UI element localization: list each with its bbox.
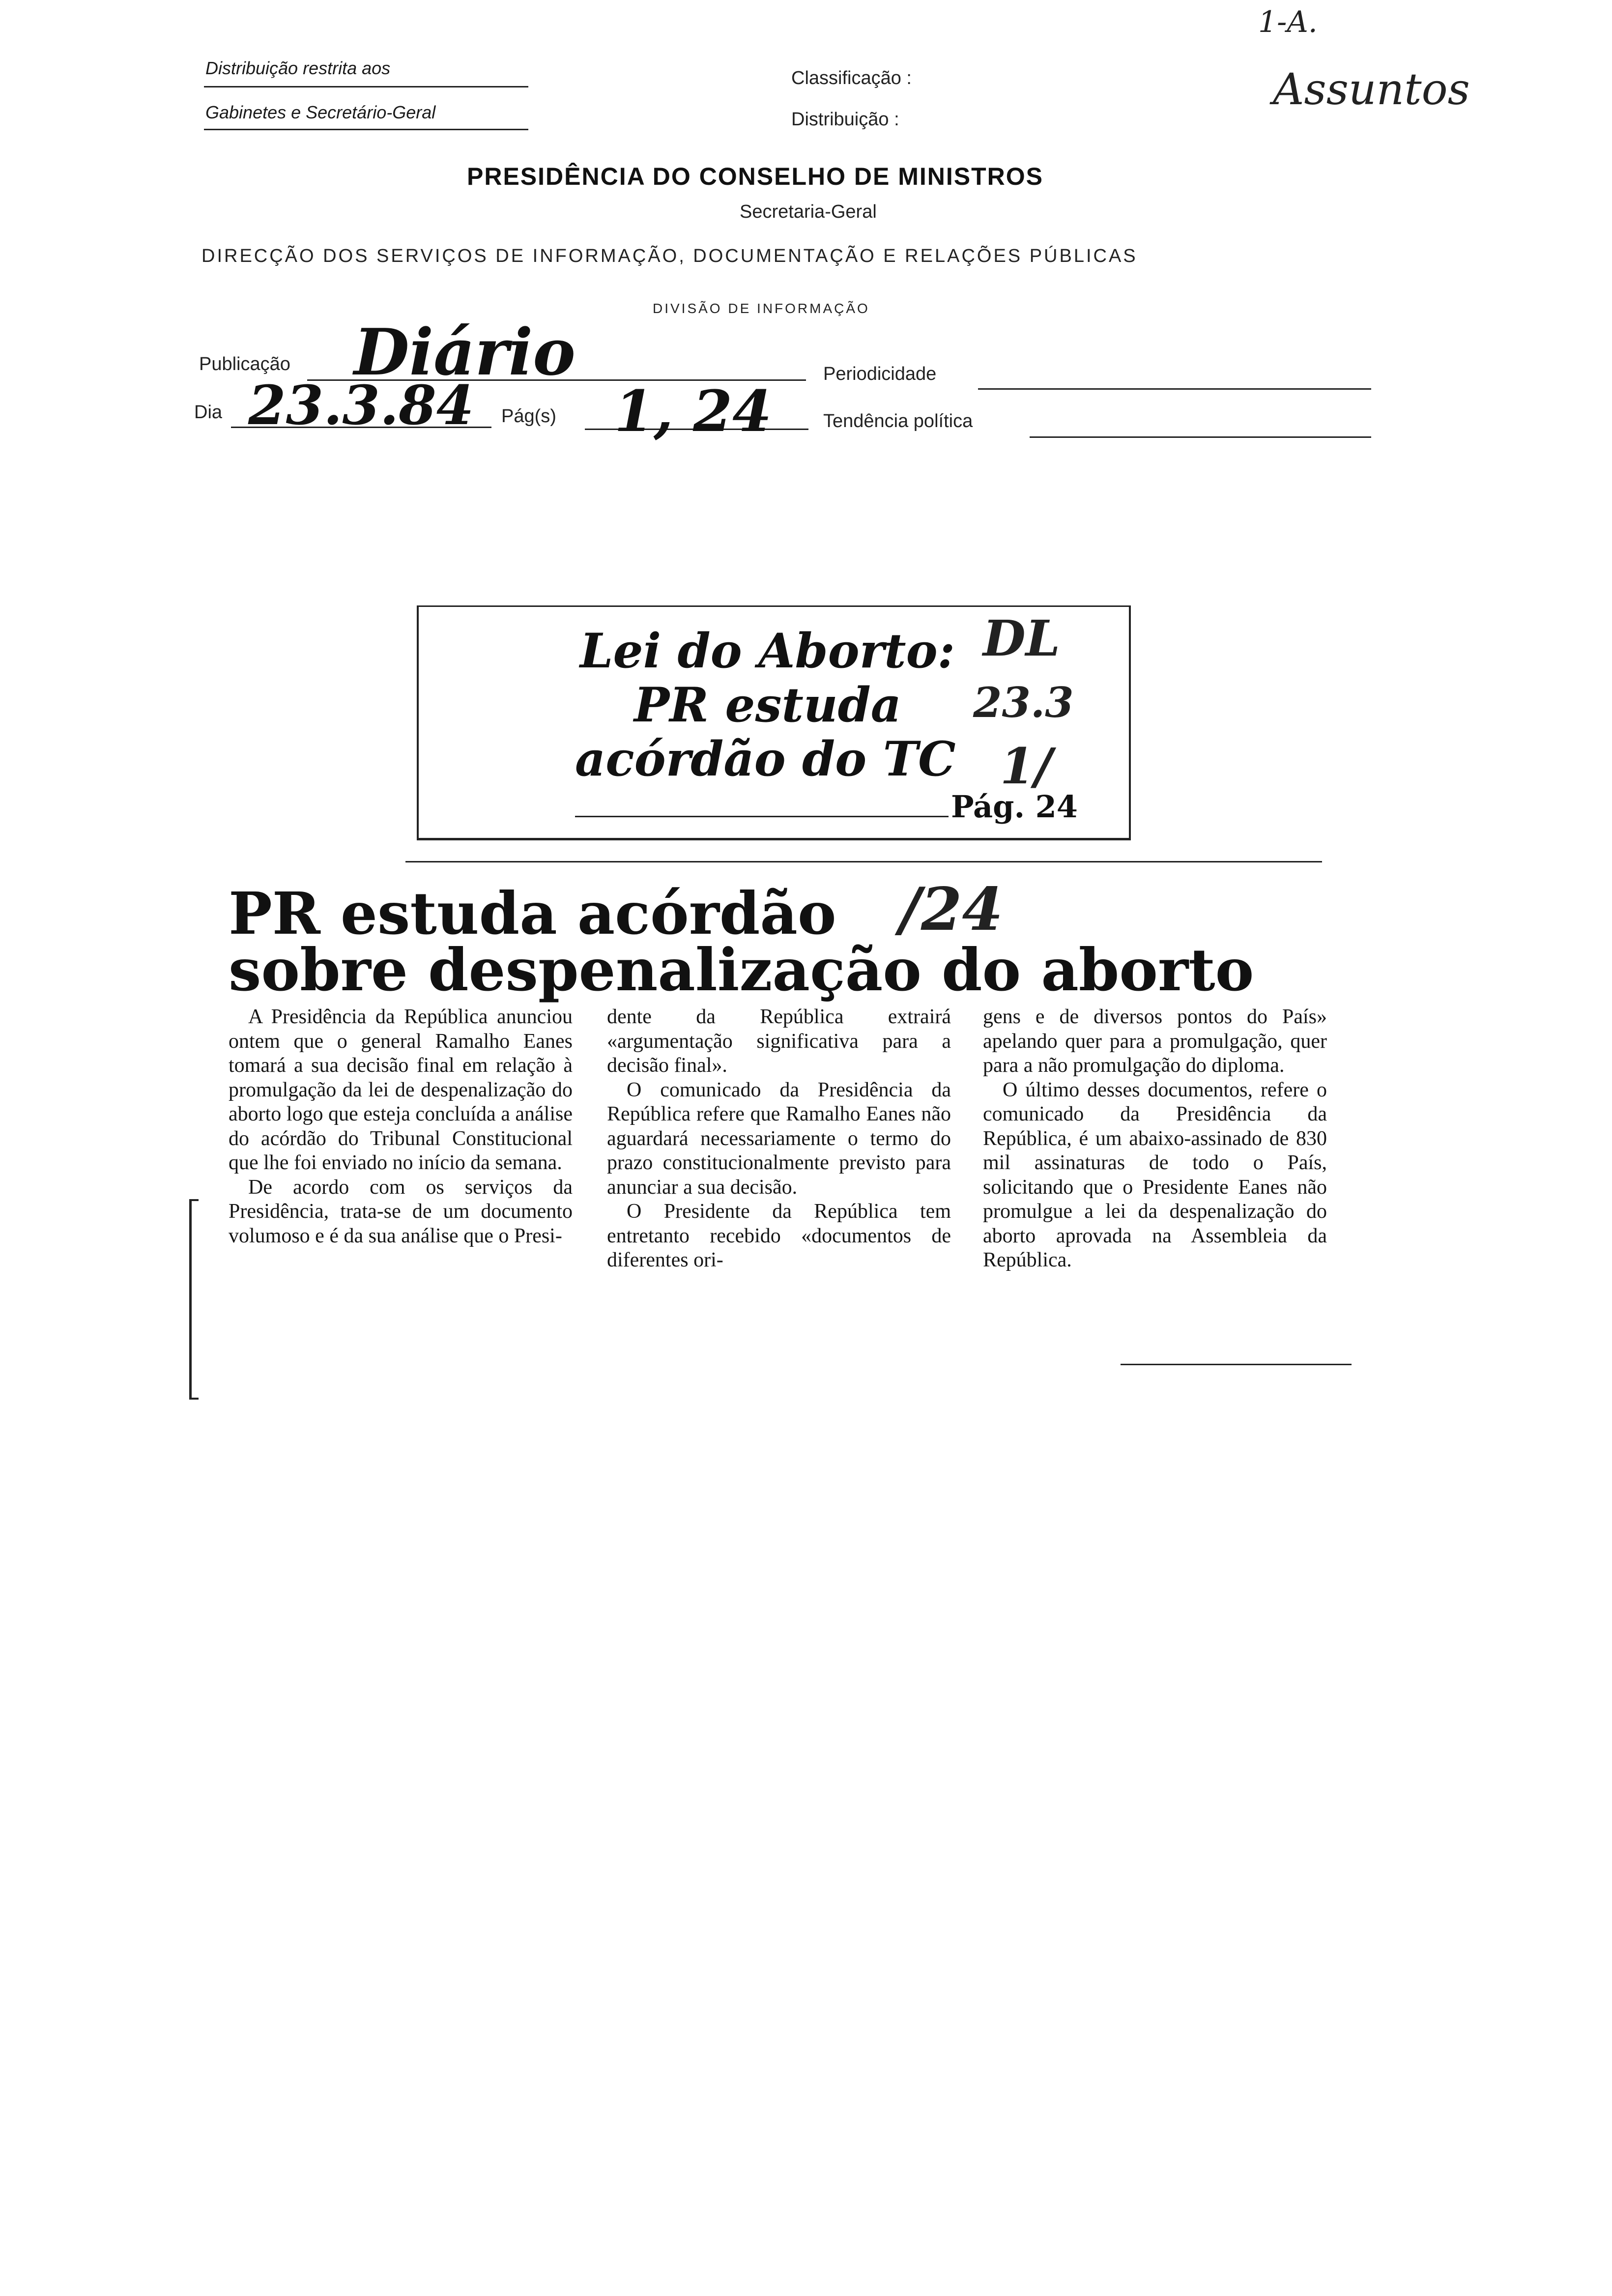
article-paragraph: gens e de diversos pontos do País» apelando quer para a promulgação, quer para a não promulgação do diploma. xyxy=(983,1005,1327,1077)
directorate-name: DIRECÇÃO DOS SERVIÇOS DE INFORMAÇÃO, DOCUMENTAÇÃO E RELAÇÕES PÚBLICAS xyxy=(202,246,1138,266)
article-paragraph: dente da República extrairá «argumentação significativa para a decisão final». xyxy=(607,1005,951,1077)
teaser-page-ref: Pág. 24 xyxy=(951,789,1078,825)
margin-bracket xyxy=(189,1199,199,1400)
publication-label: Publicação xyxy=(199,354,290,374)
secretariat-name: Secretaria-Geral xyxy=(740,201,877,222)
article-paragraph: De acordo com os serviços da Presidência, trata-se de um documento volumoso e é da sua análise que o Presi- xyxy=(229,1176,573,1247)
divider xyxy=(204,129,528,130)
teaser-line2: PR estuda xyxy=(634,677,901,733)
article-paragraph: O último desses documentos, refere o comunicado da Presidência da República, é um abaixo-assinado de 830 mil assinaturas de todo o País, solicitando que o Presidente Eanes não promulgue a lei da despenalização do aborto aprovada na Assembleia da República. xyxy=(983,1078,1327,1271)
divider xyxy=(204,86,528,87)
political-tendency-label: Tendência política xyxy=(823,411,973,431)
article-top-rule xyxy=(405,861,1322,862)
article-paragraph: A Presidência da República anunciou ontem que o general Ramalho Eanes tomará a sua decisão final em relação à promulgação da lei de despenalização do aborto logo que esteja concluída a análise do acórdão do Tribunal Constitucional que lhe foi enviado no início da semana. xyxy=(229,1005,573,1174)
distribution-note-line2: Gabinetes e Secretário-Geral xyxy=(205,102,436,122)
teaser-handwritten-note1: DL xyxy=(983,609,1061,667)
teaser-line3: acórdão do TC xyxy=(575,731,956,787)
article-headline-line2: sobre despenalização do aborto xyxy=(229,936,1254,1004)
day-value: 23.3.84 xyxy=(248,373,474,437)
article-end-rule xyxy=(1121,1364,1352,1365)
political-tendency-field-line xyxy=(1030,436,1371,438)
distribution-label: Distribuição : xyxy=(791,109,899,130)
teaser-handwritten-note3: 1/ xyxy=(1000,737,1053,795)
teaser-handwritten-note2: 23.3 xyxy=(973,678,1074,727)
article-column-1 xyxy=(229,1005,573,1248)
article-handwritten-page-note: /24 xyxy=(899,875,1003,944)
periodicity-label: Periodicidade xyxy=(823,364,937,384)
teaser-line1: Lei do Aborto: xyxy=(580,623,955,679)
institution-name: PRESIDÊNCIA DO CONSELHO DE MINISTROS xyxy=(467,163,1044,190)
division-name: DIVISÃO DE INFORMAÇÃO xyxy=(653,301,870,316)
periodicity-field-line xyxy=(978,388,1371,390)
pages-label: Pág(s) xyxy=(501,406,556,427)
distribution-note-line1: Distribuição restrita aos xyxy=(205,58,391,78)
handwritten-corner-bottom: Assuntos xyxy=(1273,64,1470,115)
article-headline-line1: PR estuda acórdão xyxy=(229,879,836,947)
day-label: Dia xyxy=(194,402,223,423)
classification-label: Classificação : xyxy=(791,68,912,88)
handwritten-corner-top: 1-A. xyxy=(1258,5,1318,39)
publication-value: Diário xyxy=(354,315,576,390)
article-paragraph: O comunicado da Presidência da República refere que Ramalho Eanes não aguardará necessariamente o termo do prazo constitucionalmente previsto para anunciar a sua decisão. xyxy=(607,1078,951,1199)
article-column-3 xyxy=(983,1005,1327,1273)
teaser-underline xyxy=(575,816,949,817)
article-column-2 xyxy=(607,1005,951,1273)
article-paragraph: O Presidente da República tem entretanto recebido «documentos de diferentes ori- xyxy=(607,1200,951,1271)
pages-value: 1, 24 xyxy=(614,378,772,445)
